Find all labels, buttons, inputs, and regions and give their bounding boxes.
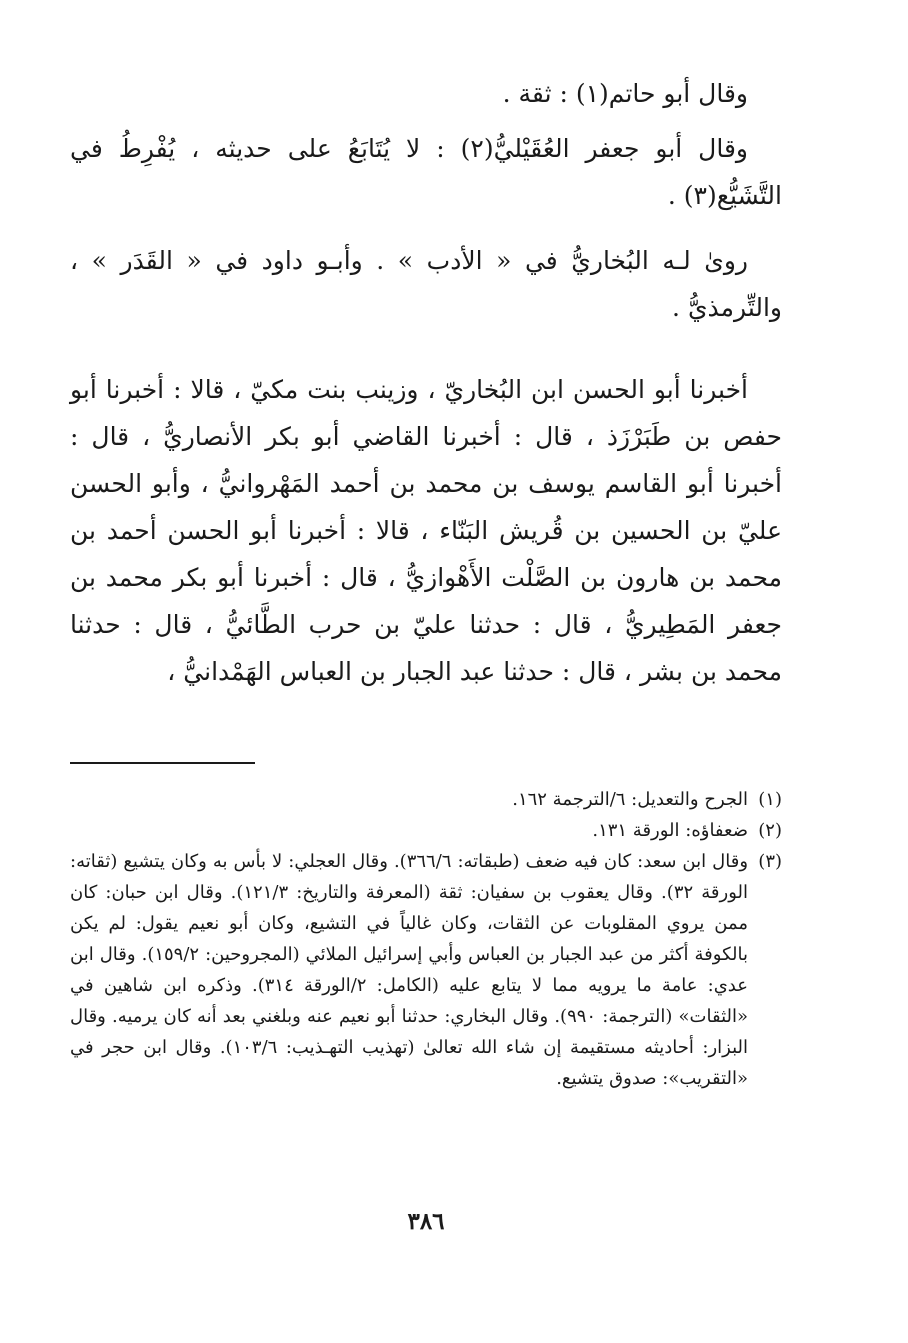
footnote-2: [70, 815, 782, 846]
footnote-divider: [70, 762, 255, 764]
footnote-number: (٣): [758, 851, 783, 872]
page-number: ٣٨٦: [407, 1208, 445, 1235]
footnote-1: [70, 784, 782, 815]
footnote-3: [70, 846, 782, 1094]
footnote-text: الجرح والتعديل: ٦/الترجمة ١٦٢.: [512, 789, 748, 810]
footnotes: [70, 784, 782, 1094]
paragraph-abu-hatim: وقال أبو حاتم(١) : ثقة .: [502, 79, 748, 108]
footnote-text: وقال ابن سعد: كان فيه ضعف (طبقاته: ٣٦٦/٦). وقال العجلي: لا بأس به وكان يتشيع (ثقاته: الورقة ٣٢). وقال يعقوب بن سفيان: ثقة (المعرفة والتاريخ: ١٢١/٣). وقال ابن حبان: كان ممن يروي المقلوبات عن الثقات، وكان غالياً في التشيع، وكان أبو نعيم يقول: لم يكن بالكوفة أكثر من عبد الجبار بن العباس وأبي إسرائيل الملائي (المجروحين: ١٥٩/٢). وقال ابن عدي: عامة ما يرويه مما لا يتابع عليه (الكامل: ٢/الورقة ٣١٤). وذكره ابن شاهين في «الثقات» (الترجمة: ٩٩٠). وقال البخاري: حدثنا أبو نعيم عنه وبلغني بعد أنه كان يرميه. وقال البزار: أحاديثه مستقيمة إن شاء الله تعالىٰ (تهذيب التهـذيب: ١٠٣/٦). وقال ابن حجر في «التقريب»: صدوق يتشيع.: [70, 851, 749, 1089]
book-page: [70, 70, 782, 1270]
paragraph-isnad: أخبرنا أبو الحسن ابن البُخاريّ ، وزينب بنت مكيّ ، قالا : أخبرنا أبو حفص بن طَبَرْزَذ ، قال : أخبرنا القاضي أبو بكر الأنصاريُّ ، قال : أخبرنا أبو القاسم يوسف بن محمد بن أحمد المَهْروانيُّ ، وأبو الحسن عليّ بن الحسين بن قُريش البَنّاء ، قالا : أخبرنا أبو الحسن أحمد بن محمد بن هارون بن الصَّلْت الأَهْوازيُّ ، قال : أخبرنا أبو بكر محمد بن جعفر المَطِيريُّ ، قال : حدثنا عليّ بن حرب الطَّائيُّ ، قال : حدثنا محمد بن بشر ، قال : حدثنا عبد الجبار بن العباس الهَمْدانيُّ ،: [70, 375, 782, 686]
footnote-number: (٢): [758, 820, 782, 841]
paragraph-aqili: وقال أبو جعفر العُقَيْليُّ(٢) : لا يُتَابَعُ على حديثه ، يُفْرِطُ في التَّشَيُّع(٣) .: [70, 134, 782, 210]
footnote-text: ضعفاؤه: الورقة ١٣١.: [592, 820, 748, 841]
main-text: [70, 70, 782, 695]
footnote-number: (١): [758, 789, 782, 810]
paragraph-riwaya: روىٰ لـه البُخاريُّ في « الأدب » . وأبـو داود في « القَدَر » ، والتِّرمذيُّ .: [70, 246, 782, 322]
